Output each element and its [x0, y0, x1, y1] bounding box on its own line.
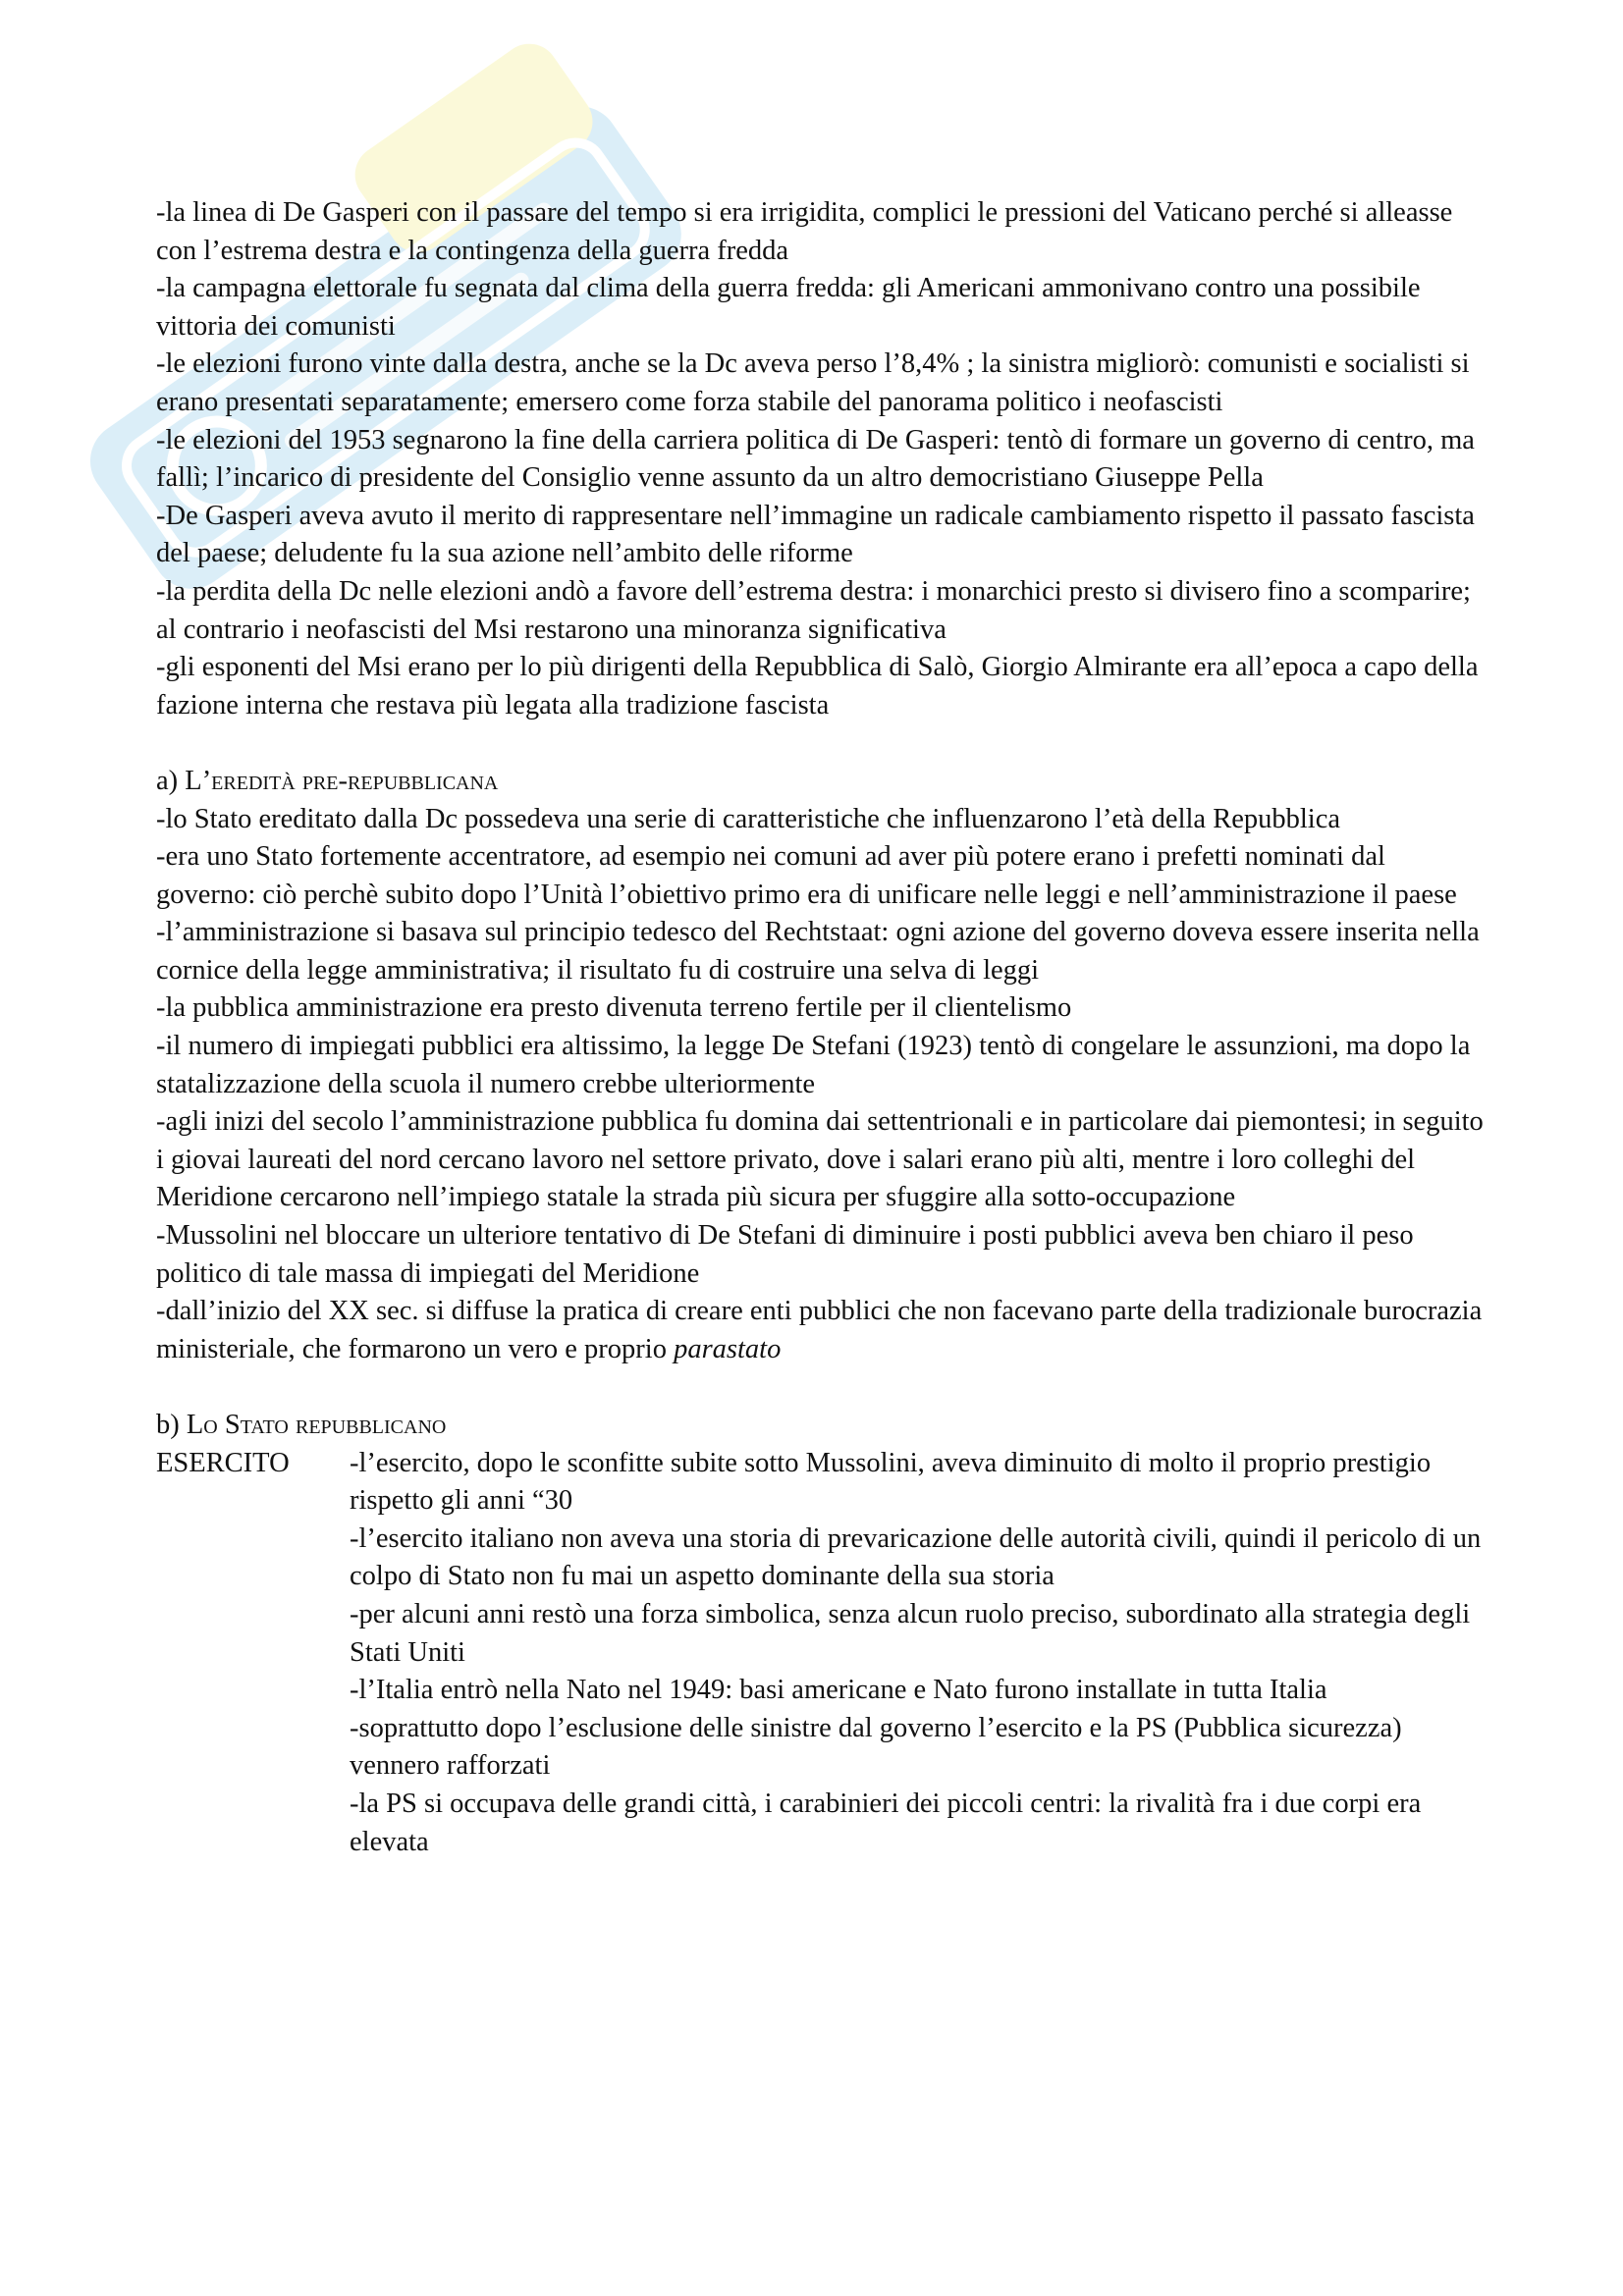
section-a-paragraph-1: -lo Stato ereditato dalla Dc possedeva una serie di caratteristiche che influenzarono l’età della Repubblica: [156, 803, 1340, 834]
esercito-item-6: -la PS si occupava delle grandi città, i carabinieri dei piccoli centri: la rivalità fra i due corpi era elevata: [350, 1788, 1422, 1857]
section-a: [156, 763, 1491, 1369]
esercito-row: [156, 1445, 1491, 1862]
intro-paragraph-2: -la campagna elettorale fu segnata dal clima della guerra fredda: gli Americani ammonivano contro una possibile vittoria dei comunisti: [156, 273, 1421, 342]
intro-paragraph-6: -la perdita della Dc nelle elezioni andò a favore dell’estrema destra: i monarchici presto si divisero fino a scomparire; al contrario i neofascisti del Msi restarono una minoranza significativa: [156, 575, 1471, 645]
esercito-item-1: -l’esercito, dopo le sconfitte subite sotto Mussolini, aveva diminuito di molto il proprio prestigio rispetto gli anni “30: [350, 1447, 1432, 1517]
intro-paragraph-5: -De Gasperi aveva avuto il merito di rappresentare nell’immagine un radicale cambiamento rispetto il passato fascista del paese; deludente fu la sua azione nell’ambito delle riforme: [156, 500, 1475, 569]
section-a-title: ’eredità pre-repubblicana: [201, 765, 499, 796]
section-a-paragraph-8-emphasis: parastato: [674, 1333, 782, 1364]
section-b-prefix: b) L: [156, 1410, 204, 1440]
section-a-paragraph-2: -era uno Stato fortemente accentratore, ad esempio nei comuni ad aver più potere erano i prefetti nominati dal governo: ciò perchè subito dopo l’Unità l’obiettivo primo era di unificare nelle leggi e nell’amministrazione il paese: [156, 841, 1457, 910]
esercito-items: [350, 1445, 1491, 1862]
intro-paragraph-1: -la linea di De Gasperi con il passare del tempo si era irrigidita, complici le pressioni del Vaticano perché si alleasse con l’estrema destra e la contingenza della guerra fredda: [156, 197, 1453, 266]
section-b-title-mid: o: [203, 1410, 225, 1440]
section-a-paragraph-7: -Mussolini nel bloccare un ulteriore tentativo di De Stefani di diminuire i posti pubblici aveva ben chiaro il peso politico di tale massa di impiegati del Meridione: [156, 1220, 1414, 1289]
intro-paragraph-3: -le elezioni furono vinte dalla destra, anche se la Dc aveva perso l’8,4% ; la sinistra migliorò: comunisti e socialisti si erano presentati separatamente; emersero come forza stabile del panorama politico i neofascisti: [156, 348, 1470, 417]
section-a-prefix: a) L: [156, 765, 202, 796]
section-a-heading: [156, 763, 1491, 801]
section-a-paragraph-5: -il numero di impiegati pubblici era altissimo, la legge De Stefani (1923) tentò di congelare le assunzioni, ma dopo la statalizzazione della scuola il numero crebbe ulteriormente: [156, 1031, 1471, 1099]
section-a-paragraph-3: -l’amministrazione si basava sul principio tedesco del Rechtstaat: ogni azione del governo doveva essere inserita nella cornice della legge amministrativa; il risultato fu di costruire una selva di leggi: [156, 917, 1480, 986]
section-b: [156, 1407, 1491, 1861]
section-a-paragraph-6: -agli inizi del secolo l’amministrazione pubblica fu domina dai settentrionali e in particolare dai piemontesi; in seguito i giovai laureati del nord cercano lavoro nel settore privato, dove i salari erano più alti, mentre i loro colleghi del Meridione cercarono nell’impiego statale la strada più sicura per sfuggire alla sotto-occupazione: [156, 1106, 1484, 1213]
esercito-item-2: -l’esercito italiano non aveva una storia di prevaricazione delle autorità civili, quindi il pericolo di un colpo di Stato non fu mai un aspetto dominante della sua storia: [350, 1522, 1482, 1592]
intro-paragraph-7: -gli esponenti del Msi erano per lo più dirigenti della Repubblica di Salò, Giorgio Almirante era all’epoca a capo della fazione interna che restava più legata alla tradizione fascista: [156, 652, 1479, 721]
section-b-heading: [156, 1407, 1491, 1445]
section-b-title-s: S: [224, 1410, 241, 1440]
section-a-paragraph-8-text: -dall’inizio del XX sec. si diffuse la pratica di creare enti pubblici che non facevano parte della tradizionale burocrazia ministeriale, che formarono un vero e proprio: [156, 1296, 1483, 1364]
section-a-paragraph-4: -la pubblica amministrazione era presto divenuta terreno fertile per il clientelismo: [156, 992, 1072, 1024]
esercito-item-5: -soprattutto dopo l’esclusione delle sinistre dal governo l’esercito e la PS (Pubblica sicurezza) vennero rafforzati: [350, 1712, 1402, 1782]
esercito-item-3: -per alcuni anni restò una forza simbolica, senza alcun ruolo preciso, subordinato alla strategia degli Stati Uniti: [350, 1598, 1471, 1668]
document-page: [156, 194, 1491, 1861]
esercito-item-4: -l’Italia entrò nella Nato nel 1949: basi americane e Nato furono installate in tutta Italia: [350, 1675, 1327, 1706]
section-a-paragraph-8: [156, 1293, 1491, 1368]
esercito-label: ESERCITO: [156, 1447, 290, 1478]
section-b-title-rest: tato repubblicano: [240, 1410, 447, 1440]
intro-paragraph-4: -le elezioni del 1953 segnarono la fine della carriera politica di De Gasperi: tentò di formare un governo di centro, ma fallì; l’incarico di presidente del Consiglio venne assunto da un altro democristiano Giuseppe Pella: [156, 424, 1475, 494]
intro-section: [156, 194, 1491, 724]
